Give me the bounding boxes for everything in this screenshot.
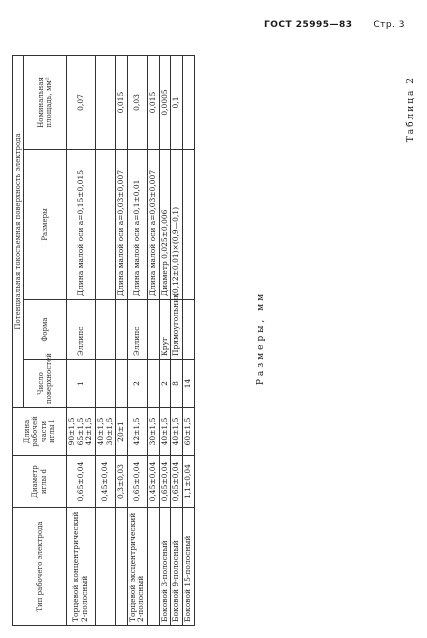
cell-dimensions: Длина малой оси a=0,03±0,007 (116, 150, 128, 300)
cell-form (95, 300, 115, 360)
header-form: Форма (24, 300, 67, 360)
cell-type: Боковой 15-полосный (182, 508, 194, 626)
table-row (95, 55, 115, 625)
header-count: Число поверхностей (24, 360, 67, 408)
cell-area: 0,015 (148, 55, 160, 149)
cell-count: 2 (159, 360, 171, 408)
cell-length (127, 408, 147, 456)
length-value: 40±1,5 (159, 417, 169, 446)
length-value: 30±1,5 (104, 417, 114, 446)
cell-diameter: 0,45±0,04 (148, 456, 160, 508)
cell-area: 0,0005 (159, 55, 171, 149)
page-header (264, 20, 405, 30)
cell-dimensions: (0,12±0,01)×(0,9—0,1) (171, 150, 183, 300)
rotated-table-area (8, 40, 426, 636)
cell-dimensions: Длина малой оси a=0,1±0,01 (127, 150, 147, 300)
length-value: 20±1 (116, 421, 126, 442)
table-caption: Таблица 2 (406, 76, 416, 143)
cell-diameter: 0,65±0,04 (67, 456, 96, 508)
length-value: 60±1,5 (182, 417, 192, 446)
cell-length (67, 408, 96, 456)
table-row (159, 55, 171, 625)
cell-dimensions: Диаметр 0,025±0,006 (159, 150, 171, 300)
table-row (182, 55, 194, 625)
header-length: Длина рабочей части иглы l (13, 408, 67, 456)
cell-dimensions: Длина малой оси a=0,15±0,015 (67, 150, 96, 300)
cell-diameter: 0,3±0,03 (116, 456, 128, 508)
table-row (171, 55, 183, 625)
cell-area: 0,03 (127, 55, 147, 149)
cell-type: Боковой 9-полосный (171, 508, 183, 626)
cell-area: 0,1 (171, 55, 183, 149)
table-row (67, 55, 96, 625)
cell-diameter: 0,65±0,04 (171, 456, 183, 508)
length-value: 42±1,5 (132, 417, 142, 446)
cell-form: Эллипс (127, 300, 147, 360)
cell-type (116, 508, 128, 626)
cell-area: 0,07 (67, 55, 96, 149)
cell-count: 8 (171, 360, 183, 408)
cell-length (95, 408, 115, 456)
table-title: Размеры, мм (256, 290, 266, 386)
cell-area (95, 55, 115, 149)
cell-diameter: 0,45±0,04 (95, 456, 115, 508)
cell-length (159, 408, 171, 456)
cell-form (148, 300, 160, 360)
cell-count (116, 360, 128, 408)
cell-diameter: 1,1±0,04 (182, 456, 194, 508)
page-number: Стр. 3 (373, 20, 405, 30)
cell-area: 0,015 (116, 55, 128, 149)
cell-dimensions (182, 150, 194, 300)
header-area: Номинальная площадь, мм² (24, 55, 67, 149)
cell-diameter: 0,65±0,04 (127, 456, 147, 508)
cell-count (95, 360, 115, 408)
table-row (127, 55, 147, 625)
length-value: 65±1,5 (75, 417, 85, 446)
cell-form: Эллипс (67, 300, 96, 360)
standard-number: ГОСТ 25995—83 (263, 20, 353, 30)
cell-form: Круг (159, 300, 171, 360)
length-value: 90±1,5 (67, 417, 77, 446)
table-row (148, 55, 160, 625)
length-value: 40±1,5 (171, 417, 181, 446)
cell-dimensions: Длина малой оси a=0,03±0,007 (148, 150, 160, 300)
cell-count: 1 (67, 360, 96, 408)
cell-length (148, 408, 160, 456)
cell-form (182, 300, 194, 360)
length-value: 42±1,5 (84, 417, 94, 446)
cell-type: Торцевой концентрический 2-полосный (67, 508, 96, 626)
cell-count: 14 (182, 360, 194, 408)
cell-diameter: 0,65±0,04 (159, 456, 171, 508)
header-dimensions: Размеры (24, 150, 67, 300)
cell-type: Торцевой эксцентрический 2-полосный (127, 508, 147, 626)
cell-dimensions (95, 150, 115, 300)
header-type: Тип рабочего электрода (13, 508, 67, 626)
cell-type (148, 508, 160, 626)
length-value: 30±1,5 (148, 417, 158, 446)
electrode-dimensions-table (12, 55, 195, 626)
cell-form (116, 300, 128, 360)
cell-length (116, 408, 128, 456)
cell-area (182, 55, 194, 149)
cell-type: Боковой 3-полосный (159, 508, 171, 626)
header-diameter: Диаметр иглы d (13, 456, 67, 508)
length-value: 40±1,5 (95, 417, 105, 446)
cell-type (95, 508, 115, 626)
header-potential-surface: Потенциальная токосъемная поверхность электрода (13, 55, 24, 407)
cell-form: Прямоугольник (171, 300, 183, 360)
cell-length (171, 408, 183, 456)
cell-count: 2 (127, 360, 147, 408)
cell-count (148, 360, 160, 408)
cell-length (182, 408, 194, 456)
table-row (116, 55, 128, 625)
table-landscape (8, 40, 426, 636)
